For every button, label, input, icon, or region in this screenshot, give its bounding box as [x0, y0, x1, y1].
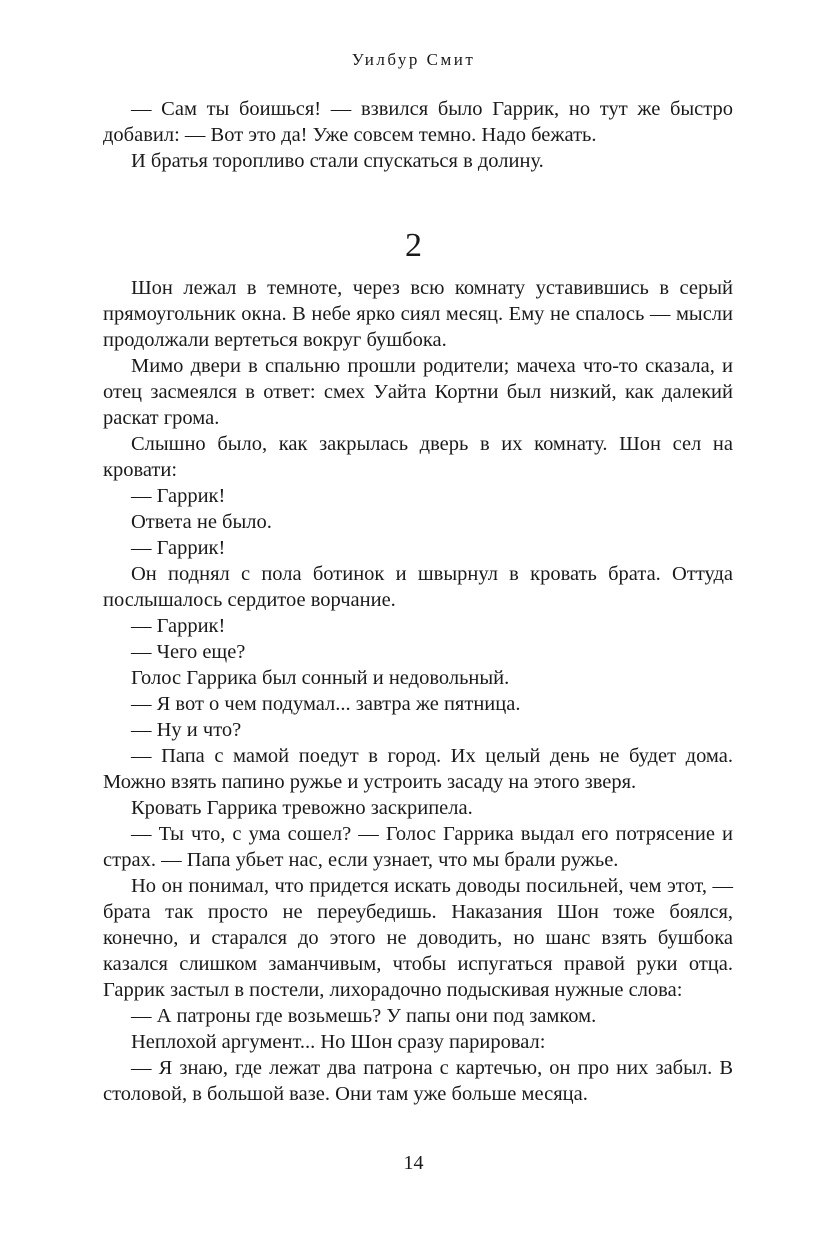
dialogue-line: — Ты что, с ума сошел? — Голос Гаррика выдал его потрясение и страх. — Папа убьет нас, если узнает, что мы брали ружье. [103, 823, 733, 871]
paragraph: Но он понимал, что придется искать доводы посильней, чем этот, — брата так просто не переубедишь. Наказания Шон тоже боялся, конечно, и старался до этого не доводить, но шанс взять бушбока казался слишком заманчивым, чтобы испугаться правой руки отца. Гаррик застыл в постели, лихорадочно подыскивая нужные слова: [103, 875, 733, 1001]
chapter-body [103, 275, 733, 1107]
paragraph: — Сам ты боишься! — взвился было Гаррик, но тут же быстро добавил: — Вот это да! Уже совсем темно. Надо бежать. [103, 98, 733, 146]
paragraph: Слышно было, как закрылась дверь в их комнату. Шон сел на кровати: [103, 433, 733, 481]
dialogue-line: — Гаррик! [131, 615, 226, 637]
paragraph: Он поднял с пола ботинок и швырнул в кровать брата. Оттуда послышалось сердитое ворчание. [103, 563, 733, 611]
dialogue-line: — Гаррик! [131, 485, 226, 507]
paragraph: Неплохой аргумент... Но Шон сразу парировал: [131, 1031, 546, 1053]
chapter-number: 2 [405, 227, 422, 264]
paragraph: Шон лежал в темноте, через всю комнату уставившись в серый прямоугольник окна. В небе ярко сиял месяц. Ему не спалось — мысли продолжали вертеться вокруг бушбока. [103, 277, 733, 351]
dialogue-line: — Я вот о чем подумал... завтра же пятница. [131, 693, 521, 715]
dialogue-line: — Гаррик! [131, 537, 226, 559]
dialogue-line: — Я знаю, где лежат два патрона с картечью, он про них забыл. В столовой, в большой вазе. Они там уже больше месяца. [103, 1057, 733, 1105]
paragraph: И братья торопливо стали спускаться в долину. [131, 150, 544, 172]
dialogue-line: — А патроны где возьмешь? У папы они под замком. [131, 1005, 597, 1027]
paragraph: Ответа не было. [131, 511, 272, 533]
dialogue-line: — Папа с мамой поедут в город. Их целый день не будет дома. Можно взять папино ружье и устроить засаду на этого зверя. [103, 745, 733, 793]
paragraph: Мимо двери в спальню прошли родители; мачеха что-то сказала, и отец засмеялся в ответ: смех Уайта Кортни был низкий, как далекий раскат грома. [103, 355, 733, 429]
paragraph: Голос Гаррика был сонный и недовольный. [131, 667, 510, 689]
dialogue-line: — Чего еще? [131, 641, 246, 663]
running-title: Уилбур Смит [351, 50, 476, 69]
dialogue-line: — Ну и что? [131, 719, 242, 741]
intro-text [103, 96, 733, 174]
page-number: 14 [403, 1152, 424, 1174]
paragraph: Кровать Гаррика тревожно заскрипела. [131, 797, 473, 819]
